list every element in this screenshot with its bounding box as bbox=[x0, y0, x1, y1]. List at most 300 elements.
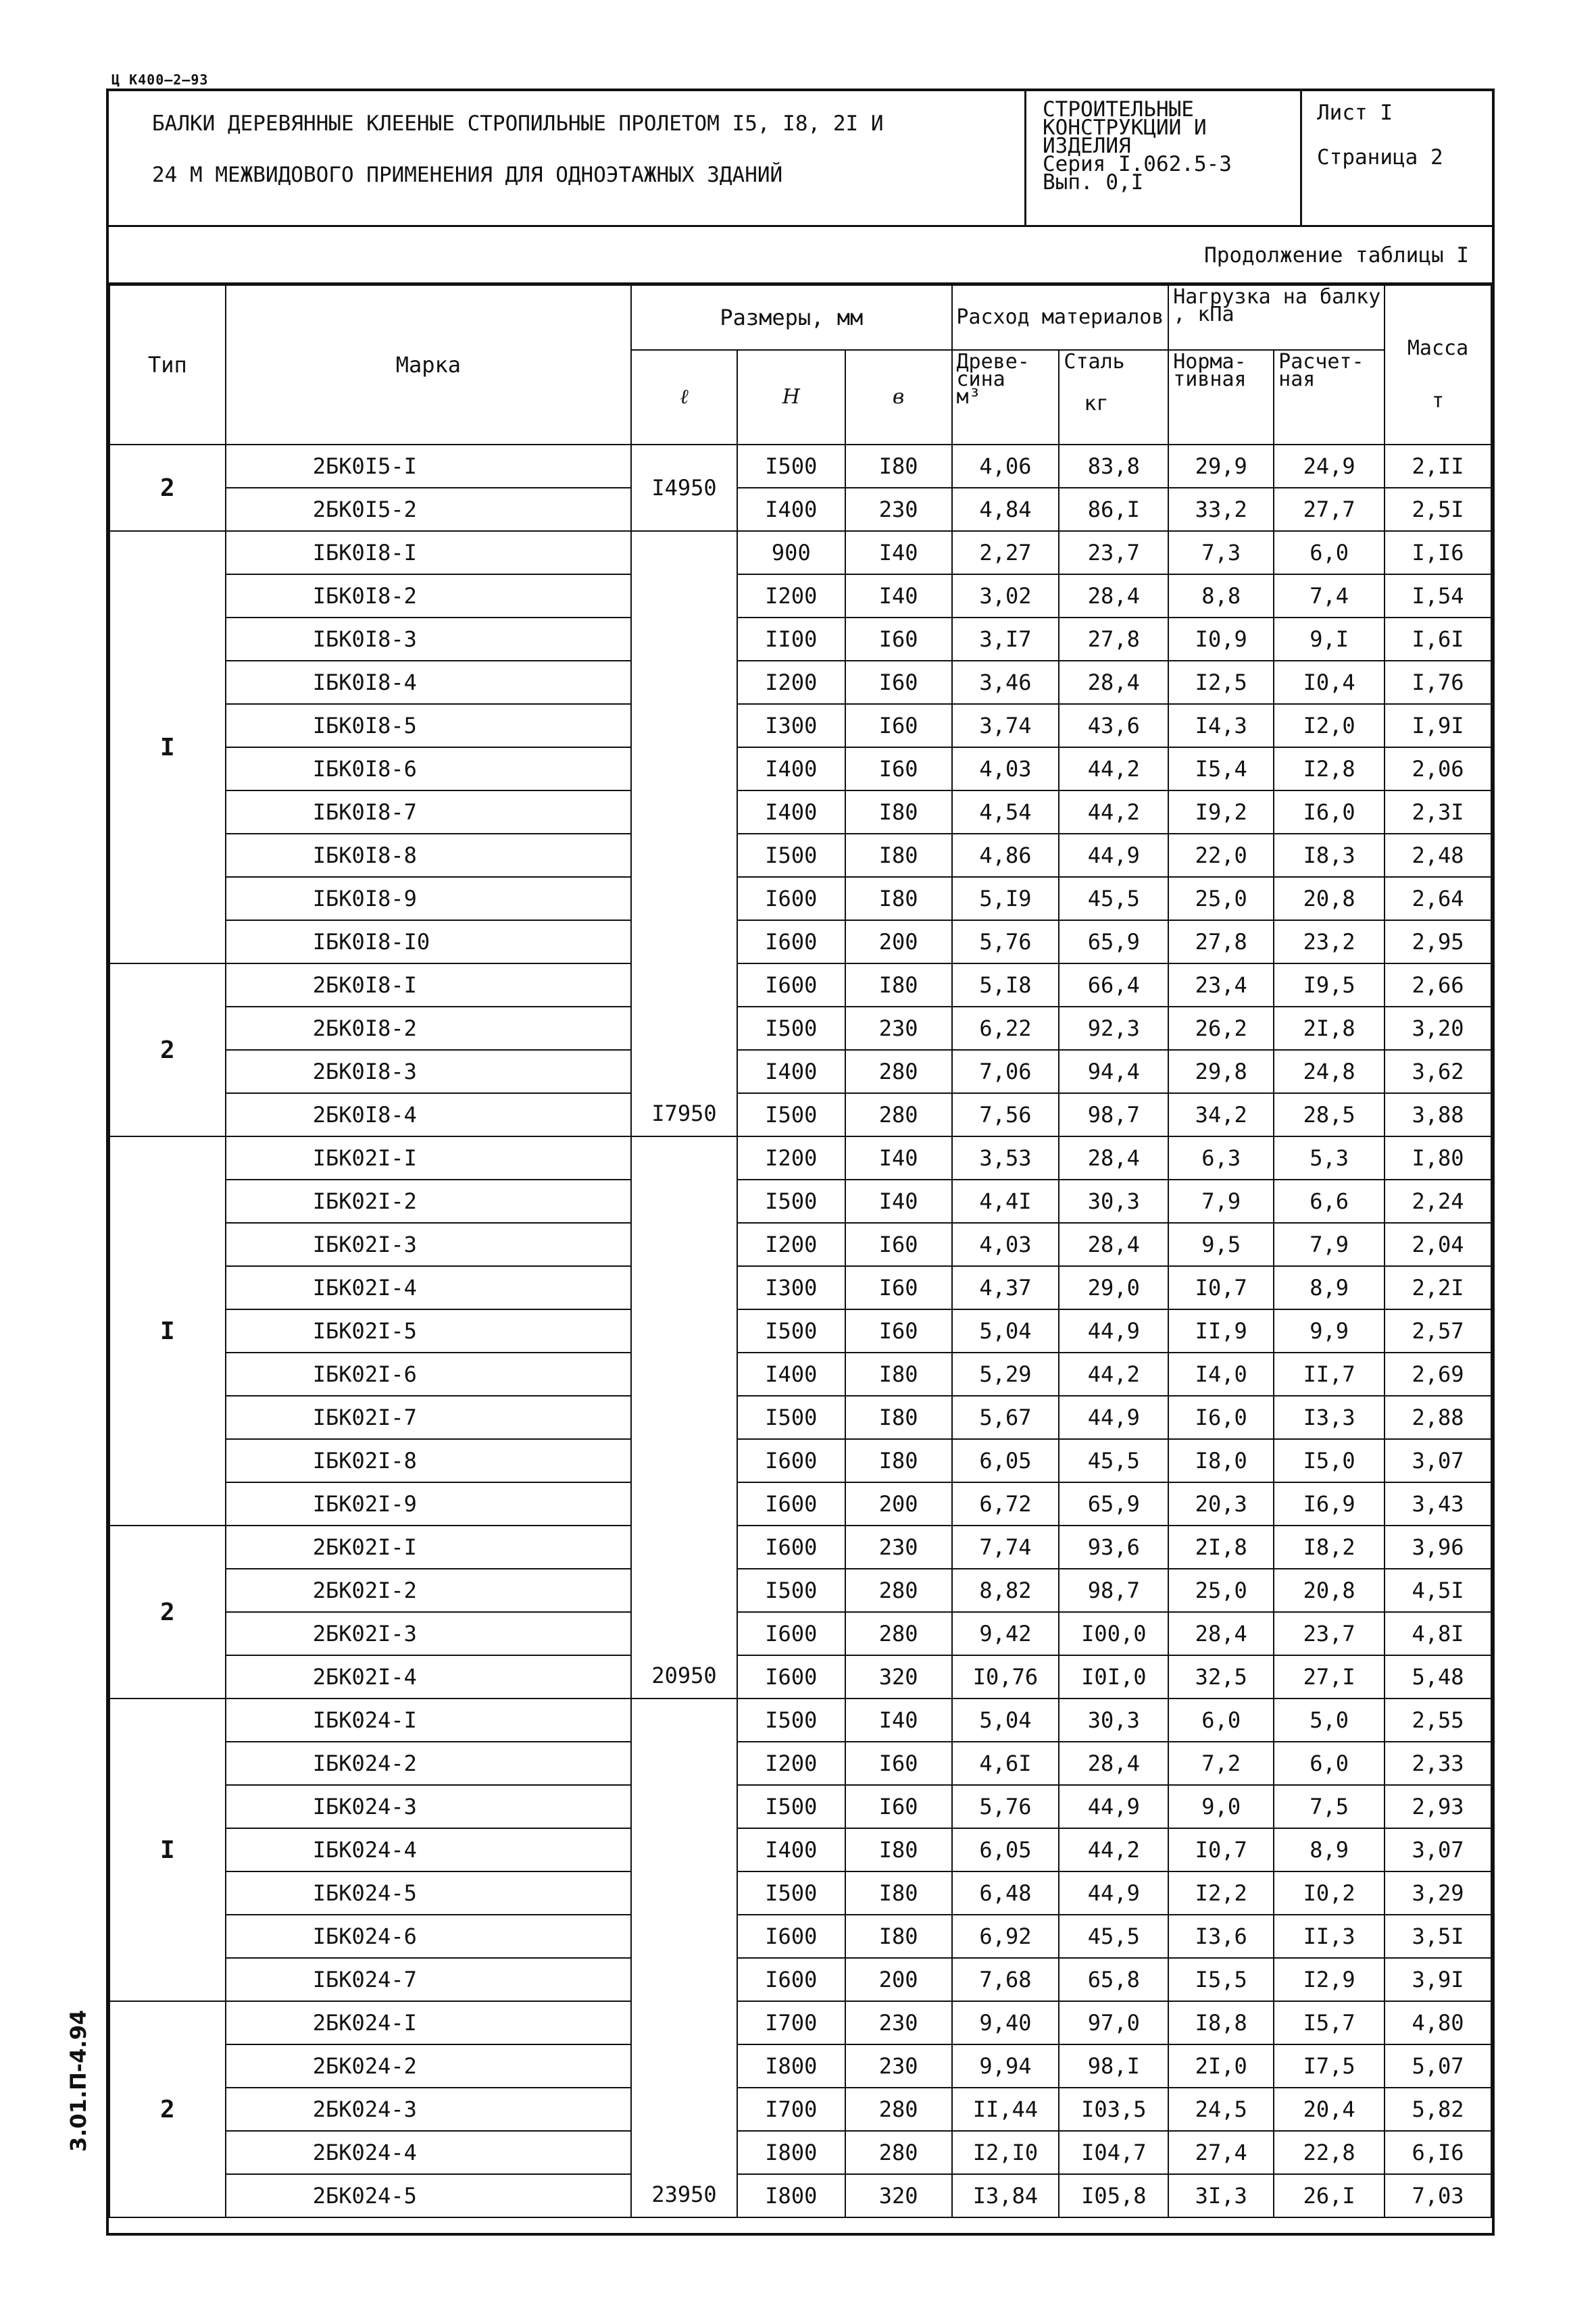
h-cell: І400 bbox=[737, 488, 845, 531]
calc-cell: 6,0 bbox=[1274, 531, 1385, 574]
norm-cell: 23,4 bbox=[1168, 963, 1274, 1007]
b-cell: І80 bbox=[845, 877, 952, 920]
header-mass-unit: т bbox=[1432, 389, 1445, 413]
table-row bbox=[109, 1785, 1491, 1828]
calc-cell: 5,0 bbox=[1274, 1699, 1385, 1742]
table-row bbox=[109, 661, 1491, 704]
steel-cell: 45,5 bbox=[1059, 877, 1168, 920]
calc-cell: 20,8 bbox=[1274, 1569, 1385, 1612]
header-normative: Норма-тивная bbox=[1168, 350, 1274, 445]
mass-cell: 2,64 bbox=[1385, 877, 1491, 920]
table-body bbox=[109, 445, 1491, 2217]
table-row bbox=[109, 1396, 1491, 1439]
wood-cell: 7,74 bbox=[952, 1526, 1059, 1569]
wood-cell: І2,І0 bbox=[952, 2131, 1059, 2174]
b-cell: І60 bbox=[845, 1266, 952, 1309]
norm-cell: 22,0 bbox=[1168, 834, 1274, 877]
wood-cell: 5,76 bbox=[952, 920, 1059, 963]
h-cell: І500 bbox=[737, 1569, 845, 1612]
table-row bbox=[109, 1309, 1491, 1353]
calc-cell: І8,2 bbox=[1274, 1526, 1385, 1569]
wood-cell: 4,84 bbox=[952, 488, 1059, 531]
b-cell: І80 bbox=[845, 790, 952, 834]
header-wood: Древе-сина bbox=[956, 350, 1030, 391]
wood-cell: І0,76 bbox=[952, 1655, 1059, 1699]
calc-cell: 7,5 bbox=[1274, 1785, 1385, 1828]
calc-cell: І6,0 bbox=[1274, 790, 1385, 834]
wood-cell: І3,84 bbox=[952, 2174, 1059, 2217]
table-row bbox=[109, 1050, 1491, 1093]
b-cell: І60 bbox=[845, 1785, 952, 1828]
b-cell: І60 bbox=[845, 1742, 952, 1785]
mass-cell: 3,62 bbox=[1385, 1050, 1491, 1093]
wood-cell: 9,94 bbox=[952, 2044, 1059, 2088]
calc-cell: 26,І bbox=[1274, 2174, 1385, 2217]
mark-cell: 2БК0І8-І bbox=[226, 963, 631, 1007]
mass-cell: 3,07 bbox=[1385, 1439, 1491, 1482]
table-row bbox=[109, 1482, 1491, 1526]
sheet-number: Лист І bbox=[1317, 101, 1393, 125]
wood-cell: 3,02 bbox=[952, 574, 1059, 618]
mark-cell: ІБК024-7 bbox=[226, 1958, 631, 2001]
norm-cell: 7,2 bbox=[1168, 1742, 1274, 1785]
norm-cell: ІІ,9 bbox=[1168, 1309, 1274, 1353]
norm-cell: І2,2 bbox=[1168, 1871, 1274, 1915]
norm-cell: 2І,8 bbox=[1168, 1526, 1274, 1569]
table-row bbox=[109, 574, 1491, 618]
h-cell: І600 bbox=[737, 1439, 845, 1482]
mark-cell: ІБК024-5 bbox=[226, 1871, 631, 1915]
table-row bbox=[109, 1093, 1491, 1136]
b-cell: І40 bbox=[845, 531, 952, 574]
h-cell: І500 bbox=[737, 1007, 845, 1050]
wood-cell: 5,04 bbox=[952, 1309, 1059, 1353]
wood-cell: 5,04 bbox=[952, 1699, 1059, 1742]
header-length-symbol: ℓ bbox=[631, 350, 737, 445]
calc-cell: І5,0 bbox=[1274, 1439, 1385, 1482]
b-cell: І40 bbox=[845, 574, 952, 618]
steel-cell: 43,6 bbox=[1059, 704, 1168, 747]
calc-cell: ІІ,3 bbox=[1274, 1915, 1385, 1958]
title-line-2: 24 М МЕЖВИДОВОГО ПРИМЕНЕНИЯ ДЛЯ ОДНОЭТАЖНЫХ ЗДАНИЙ bbox=[152, 163, 783, 187]
norm-cell: 34,2 bbox=[1168, 1093, 1274, 1136]
h-cell: І200 bbox=[737, 1223, 845, 1266]
calc-cell: 8,9 bbox=[1274, 1266, 1385, 1309]
norm-cell: 29,9 bbox=[1168, 445, 1274, 488]
type-cell: 2 bbox=[109, 2001, 226, 2217]
calc-cell: 8,9 bbox=[1274, 1828, 1385, 1871]
norm-cell: І5,5 bbox=[1168, 1958, 1274, 2001]
title-line-1: БАЛКИ ДЕРЕВЯННЫЕ КЛЕЕНЫЕ СТРОПИЛЬНЫЕ ПРОЛЕТОМ І5, І8, 2І И bbox=[152, 111, 884, 136]
h-cell: І500 bbox=[737, 1699, 845, 1742]
steel-cell: І00,0 bbox=[1059, 1612, 1168, 1655]
norm-cell: І4,3 bbox=[1168, 704, 1274, 747]
table-row bbox=[109, 1699, 1491, 1742]
table-row bbox=[109, 963, 1491, 1007]
steel-cell: 44,9 bbox=[1059, 1309, 1168, 1353]
b-cell: 280 bbox=[845, 1612, 952, 1655]
calc-cell: 24,9 bbox=[1274, 445, 1385, 488]
table-row bbox=[109, 445, 1491, 488]
b-cell: 280 bbox=[845, 2088, 952, 2131]
mark-cell: 2БК0І8-4 bbox=[226, 1093, 631, 1136]
table-row bbox=[109, 1136, 1491, 1180]
mass-cell: І,І6 bbox=[1385, 531, 1491, 574]
wood-cell: 6,05 bbox=[952, 1439, 1059, 1482]
h-cell: І600 bbox=[737, 1482, 845, 1526]
wood-cell: 6,05 bbox=[952, 1828, 1059, 1871]
calc-cell: 9,9 bbox=[1274, 1309, 1385, 1353]
h-cell: І200 bbox=[737, 1742, 845, 1785]
calc-cell: 9,І bbox=[1274, 618, 1385, 661]
mark-cell: ІБК02І-І bbox=[226, 1136, 631, 1180]
wood-cell: 5,76 bbox=[952, 1785, 1059, 1828]
wood-cell: 2,27 bbox=[952, 531, 1059, 574]
mass-cell: 5,07 bbox=[1385, 2044, 1491, 2088]
table-row bbox=[109, 488, 1491, 531]
steel-cell: 44,2 bbox=[1059, 790, 1168, 834]
h-cell: 900 bbox=[737, 531, 845, 574]
mass-cell: 5,82 bbox=[1385, 2088, 1491, 2131]
mass-cell: 2,48 bbox=[1385, 834, 1491, 877]
steel-cell: 29,0 bbox=[1059, 1266, 1168, 1309]
type-cell: І bbox=[109, 531, 226, 963]
norm-cell: 2І,0 bbox=[1168, 2044, 1274, 2088]
table-row bbox=[109, 1742, 1491, 1785]
steel-cell: 94,4 bbox=[1059, 1050, 1168, 1093]
b-cell: І80 bbox=[845, 1915, 952, 1958]
steel-cell: 23,7 bbox=[1059, 531, 1168, 574]
b-cell: І40 bbox=[845, 1699, 952, 1742]
table-row bbox=[109, 1526, 1491, 1569]
mark-cell: ІБК02І-5 bbox=[226, 1309, 631, 1353]
h-cell: І500 bbox=[737, 1093, 845, 1136]
mark-cell: 2БК024-І bbox=[226, 2001, 631, 2044]
series-line-4: Серия І.062.5-3 bbox=[1043, 152, 1232, 176]
mass-cell: 2,3І bbox=[1385, 790, 1491, 834]
calc-cell: І2,0 bbox=[1274, 704, 1385, 747]
table-row bbox=[109, 1655, 1491, 1699]
mark-cell: ІБК0І8-2 bbox=[226, 574, 631, 618]
table-row bbox=[109, 2044, 1491, 2088]
norm-cell: І2,5 bbox=[1168, 661, 1274, 704]
mark-cell: ІБК02І-9 bbox=[226, 1482, 631, 1526]
mass-cell: 2,33 bbox=[1385, 1742, 1491, 1785]
b-cell: 230 bbox=[845, 1526, 952, 1569]
b-cell: І40 bbox=[845, 1136, 952, 1180]
steel-cell: 44,2 bbox=[1059, 747, 1168, 790]
h-cell: І600 bbox=[737, 1915, 845, 1958]
series-block bbox=[1026, 91, 1302, 225]
norm-cell: І9,2 bbox=[1168, 790, 1274, 834]
wood-cell: 5,І8 bbox=[952, 963, 1059, 1007]
mass-cell: 4,8І bbox=[1385, 1612, 1491, 1655]
mark-cell: ІБК0І8-6 bbox=[226, 747, 631, 790]
span-length-cell: І7950 bbox=[631, 531, 737, 1136]
header-steel-cell bbox=[1059, 350, 1168, 445]
mass-cell: 4,5І bbox=[1385, 1569, 1491, 1612]
calc-cell: 7,9 bbox=[1274, 1223, 1385, 1266]
steel-cell: 28,4 bbox=[1059, 1223, 1168, 1266]
norm-cell: І8,0 bbox=[1168, 1439, 1274, 1482]
h-cell: І700 bbox=[737, 2001, 845, 2044]
wood-cell: 3,53 bbox=[952, 1136, 1059, 1180]
h-cell: І400 bbox=[737, 1353, 845, 1396]
steel-cell: 45,5 bbox=[1059, 1439, 1168, 1482]
b-cell: І80 bbox=[845, 1439, 952, 1482]
steel-cell: 28,4 bbox=[1059, 661, 1168, 704]
calc-cell: І7,5 bbox=[1274, 2044, 1385, 2088]
steel-cell: 28,4 bbox=[1059, 1742, 1168, 1785]
mass-cell: І,9І bbox=[1385, 704, 1491, 747]
calc-cell: 7,4 bbox=[1274, 574, 1385, 618]
mark-cell: ІБК0І8-3 bbox=[226, 618, 631, 661]
mark-cell: ІБК02І-2 bbox=[226, 1180, 631, 1223]
h-cell: І500 bbox=[737, 834, 845, 877]
mass-cell: 2,ІІ bbox=[1385, 445, 1491, 488]
wood-cell: 8,82 bbox=[952, 1569, 1059, 1612]
wood-cell: 4,86 bbox=[952, 834, 1059, 877]
norm-cell: 7,3 bbox=[1168, 531, 1274, 574]
h-cell: І200 bbox=[737, 574, 845, 618]
document-code: Ц К400—2—93 bbox=[111, 72, 209, 88]
table-row bbox=[109, 2174, 1491, 2217]
calc-cell: 23,7 bbox=[1274, 1612, 1385, 1655]
type-cell: І bbox=[109, 1699, 226, 2001]
norm-cell: 26,2 bbox=[1168, 1007, 1274, 1050]
b-cell: 320 bbox=[845, 1655, 952, 1699]
h-cell: І200 bbox=[737, 1136, 845, 1180]
mark-cell: 2БК02І-І bbox=[226, 1526, 631, 1569]
mass-cell: 2,04 bbox=[1385, 1223, 1491, 1266]
h-cell: І700 bbox=[737, 2088, 845, 2131]
b-cell: І80 bbox=[845, 1396, 952, 1439]
wood-cell: 6,72 bbox=[952, 1482, 1059, 1526]
b-cell: І60 bbox=[845, 704, 952, 747]
calc-cell: І6,9 bbox=[1274, 1482, 1385, 1526]
steel-cell: 44,9 bbox=[1059, 1785, 1168, 1828]
b-cell: І80 bbox=[845, 834, 952, 877]
steel-cell: І05,8 bbox=[1059, 2174, 1168, 2217]
header-mass: Масса bbox=[1407, 336, 1469, 360]
wood-cell: ІІ,44 bbox=[952, 2088, 1059, 2131]
b-cell: І80 bbox=[845, 1828, 952, 1871]
mark-cell: ІБК02І-3 bbox=[226, 1223, 631, 1266]
mark-cell: 2БК024-4 bbox=[226, 2131, 631, 2174]
side-stamp: 3.01.П-4.94 bbox=[66, 2009, 91, 2152]
mass-cell: 2,2І bbox=[1385, 1266, 1491, 1309]
table-row bbox=[109, 2001, 1491, 2044]
wood-cell: 7,56 bbox=[952, 1093, 1059, 1136]
mark-cell: 2БК02І-3 bbox=[226, 1612, 631, 1655]
mark-cell: ІБК0І8-І bbox=[226, 531, 631, 574]
header-steel-unit: кг bbox=[1084, 392, 1109, 416]
steel-cell: 44,9 bbox=[1059, 1871, 1168, 1915]
table-row bbox=[109, 2131, 1491, 2174]
mass-cell: 4,80 bbox=[1385, 2001, 1491, 2044]
h-cell: І800 bbox=[737, 2174, 845, 2217]
norm-cell: І8,8 bbox=[1168, 2001, 1274, 2044]
mark-cell: 2БК024-3 bbox=[226, 2088, 631, 2131]
table-row bbox=[109, 920, 1491, 963]
table-row bbox=[109, 1958, 1491, 2001]
norm-cell: І0,7 bbox=[1168, 1266, 1274, 1309]
wood-cell: 3,І7 bbox=[952, 618, 1059, 661]
h-cell: І500 bbox=[737, 1785, 845, 1828]
h-cell: ІІ00 bbox=[737, 618, 845, 661]
mark-cell: ІБК0І8-8 bbox=[226, 834, 631, 877]
calc-cell: І0,4 bbox=[1274, 661, 1385, 704]
table-row bbox=[109, 618, 1491, 661]
mass-cell: 3,9І bbox=[1385, 1958, 1491, 2001]
mass-cell: І,80 bbox=[1385, 1136, 1491, 1180]
norm-cell: 20,3 bbox=[1168, 1482, 1274, 1526]
steel-cell: 65,8 bbox=[1059, 1958, 1168, 2001]
wood-cell: 4,54 bbox=[952, 790, 1059, 834]
steel-cell: 44,2 bbox=[1059, 1828, 1168, 1871]
wood-cell: 6,92 bbox=[952, 1915, 1059, 1958]
norm-cell: І0,7 bbox=[1168, 1828, 1274, 1871]
mass-cell: 2,06 bbox=[1385, 747, 1491, 790]
wood-cell: 7,68 bbox=[952, 1958, 1059, 2001]
mass-cell: 3,96 bbox=[1385, 1526, 1491, 1569]
norm-cell: 24,5 bbox=[1168, 2088, 1274, 2131]
table-row bbox=[109, 1915, 1491, 1958]
calc-cell: 2І,8 bbox=[1274, 1007, 1385, 1050]
calc-cell: 6,6 bbox=[1274, 1180, 1385, 1223]
norm-cell: 25,0 bbox=[1168, 1569, 1274, 1612]
table-row bbox=[109, 1180, 1491, 1223]
calc-cell: І5,7 bbox=[1274, 2001, 1385, 2044]
mass-cell: І,76 bbox=[1385, 661, 1491, 704]
wood-cell: 4,4І bbox=[952, 1180, 1059, 1223]
span-length-cell: 23950 bbox=[631, 1699, 737, 2217]
wood-cell: 4,6І bbox=[952, 1742, 1059, 1785]
header-mass-cell bbox=[1385, 285, 1491, 445]
span-length-cell: І4950 bbox=[631, 445, 737, 531]
table-row bbox=[109, 1828, 1491, 1871]
b-cell: І80 bbox=[845, 1871, 952, 1915]
mass-cell: 3,5І bbox=[1385, 1915, 1491, 1958]
b-cell: І80 bbox=[845, 963, 952, 1007]
mass-cell: 6,І6 bbox=[1385, 2131, 1491, 2174]
steel-cell: 28,4 bbox=[1059, 574, 1168, 618]
calc-cell: 5,3 bbox=[1274, 1136, 1385, 1180]
table-row bbox=[109, 877, 1491, 920]
mass-cell: І,6І bbox=[1385, 618, 1491, 661]
h-cell: І500 bbox=[737, 1309, 845, 1353]
wood-cell: 3,74 bbox=[952, 704, 1059, 747]
page-number: Страница 2 bbox=[1317, 145, 1443, 170]
steel-cell: 97,0 bbox=[1059, 2001, 1168, 2044]
type-cell: І bbox=[109, 1136, 226, 1526]
h-cell: І800 bbox=[737, 2131, 845, 2174]
h-cell: І500 bbox=[737, 1871, 845, 1915]
b-cell: І60 bbox=[845, 1309, 952, 1353]
steel-cell: 98,7 bbox=[1059, 1093, 1168, 1136]
wood-cell: 4,06 bbox=[952, 445, 1059, 488]
mark-cell: 2БК024-5 bbox=[226, 2174, 631, 2217]
b-cell: 230 bbox=[845, 2044, 952, 2088]
continuation-label: Продолжение таблицы І bbox=[109, 225, 1492, 284]
table-row bbox=[109, 1612, 1491, 1655]
series-line-3: ИЗДЕЛИЯ bbox=[1043, 134, 1131, 158]
norm-cell: І3,6 bbox=[1168, 1915, 1274, 1958]
mass-cell: 2,5І bbox=[1385, 488, 1491, 531]
h-cell: І300 bbox=[737, 1266, 845, 1309]
mark-cell: ІБК0І8-І0 bbox=[226, 920, 631, 963]
norm-cell: 27,4 bbox=[1168, 2131, 1274, 2174]
mark-cell: ІБК02І-6 bbox=[226, 1353, 631, 1396]
norm-cell: 6,0 bbox=[1168, 1699, 1274, 1742]
table-row bbox=[109, 1439, 1491, 1482]
header-type: Тип bbox=[109, 285, 226, 445]
h-cell: І600 bbox=[737, 1612, 845, 1655]
b-cell: І80 bbox=[845, 1353, 952, 1396]
wood-cell: 3,46 bbox=[952, 661, 1059, 704]
steel-cell: І04,7 bbox=[1059, 2131, 1168, 2174]
norm-cell: 3І,3 bbox=[1168, 2174, 1274, 2217]
h-cell: І600 bbox=[737, 963, 845, 1007]
mass-cell: 3,88 bbox=[1385, 1093, 1491, 1136]
b-cell: 280 bbox=[845, 1569, 952, 1612]
h-cell: І600 bbox=[737, 877, 845, 920]
steel-cell: І0І,0 bbox=[1059, 1655, 1168, 1699]
steel-cell: 44,9 bbox=[1059, 1396, 1168, 1439]
mass-cell: 3,43 bbox=[1385, 1482, 1491, 1526]
norm-cell: 27,8 bbox=[1168, 920, 1274, 963]
norm-cell: І6,0 bbox=[1168, 1396, 1274, 1439]
mark-cell: ІБК0І8-9 bbox=[226, 877, 631, 920]
h-cell: І600 bbox=[737, 1655, 845, 1699]
header-width-symbol: в bbox=[845, 350, 952, 445]
calc-cell: І2,8 bbox=[1274, 747, 1385, 790]
b-cell: 200 bbox=[845, 920, 952, 963]
table-row bbox=[109, 790, 1491, 834]
header-steel: Сталь bbox=[1064, 350, 1125, 374]
header-material: Расход материалов bbox=[952, 285, 1169, 350]
b-cell: 280 bbox=[845, 1093, 952, 1136]
calc-cell: І9,5 bbox=[1274, 963, 1385, 1007]
b-cell: 280 bbox=[845, 1050, 952, 1093]
mass-cell: 3,29 bbox=[1385, 1871, 1491, 1915]
header-load: Нагрузка на балку , кПа bbox=[1168, 285, 1385, 350]
calc-cell: І2,9 bbox=[1274, 1958, 1385, 2001]
norm-cell: І0,9 bbox=[1168, 618, 1274, 661]
norm-cell: 32,5 bbox=[1168, 1655, 1274, 1699]
beam-table bbox=[109, 284, 1492, 2218]
b-cell: 320 bbox=[845, 2174, 952, 2217]
calc-cell: 22,8 bbox=[1274, 2131, 1385, 2174]
norm-cell: І5,4 bbox=[1168, 747, 1274, 790]
steel-cell: 65,9 bbox=[1059, 920, 1168, 963]
mark-cell: ІБК02І-7 bbox=[226, 1396, 631, 1439]
mass-cell: 2,95 bbox=[1385, 920, 1491, 963]
wood-cell: 9,42 bbox=[952, 1612, 1059, 1655]
b-cell: 230 bbox=[845, 1007, 952, 1050]
mark-cell: ІБК024-2 bbox=[226, 1742, 631, 1785]
steel-cell: 93,6 bbox=[1059, 1526, 1168, 1569]
steel-cell: І03,5 bbox=[1059, 2088, 1168, 2131]
h-cell: І800 bbox=[737, 2044, 845, 2088]
table-row bbox=[109, 834, 1491, 877]
type-cell: 2 bbox=[109, 445, 226, 531]
table-row bbox=[109, 1353, 1491, 1396]
mark-cell: 2БК0І8-3 bbox=[226, 1050, 631, 1093]
mass-cell: 2,69 bbox=[1385, 1353, 1491, 1396]
calc-cell: 27,І bbox=[1274, 1655, 1385, 1699]
mark-cell: ІБК024-4 bbox=[226, 1828, 631, 1871]
